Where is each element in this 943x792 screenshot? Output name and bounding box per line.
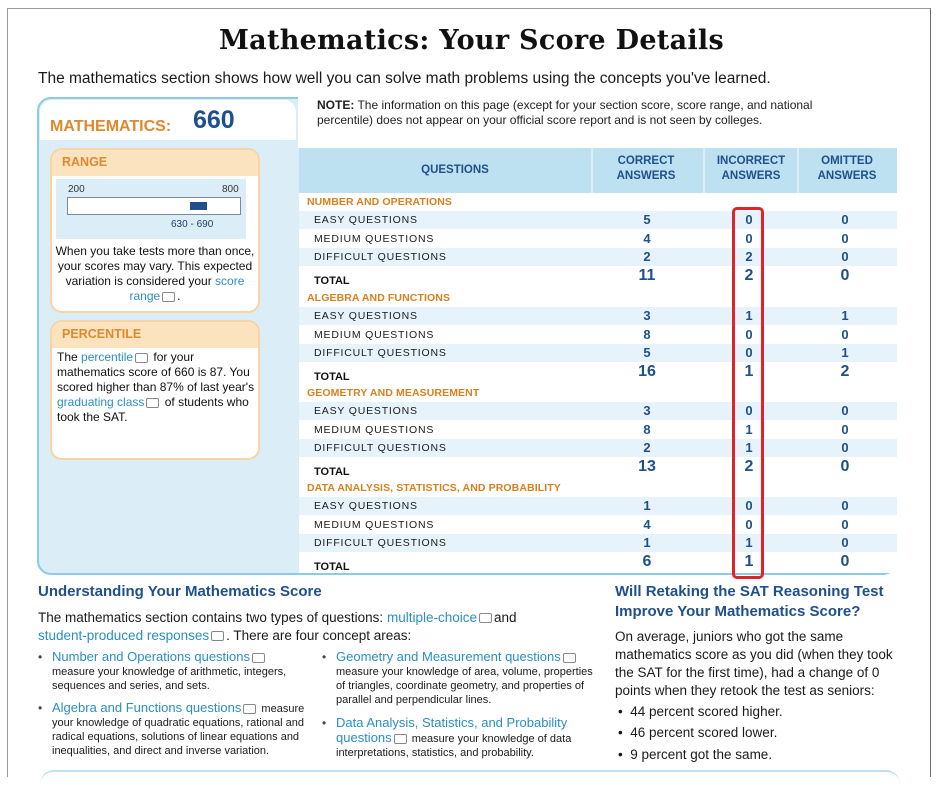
range-min-label: 200: [68, 184, 85, 195]
total-correct-count: 6: [642, 552, 652, 570]
glossary-bubble-icon[interactable]: [252, 653, 265, 663]
glossary-bubble-icon[interactable]: [243, 704, 256, 714]
total-correct-count: 16: [638, 362, 656, 380]
understanding-heading: Understanding Your Mathematics Score: [38, 583, 322, 600]
incorrect-count: 0: [745, 230, 753, 246]
note-label: NOTE:: [317, 98, 355, 112]
percentile-text: [57, 350, 255, 425]
omitted-count: 0: [841, 403, 849, 418]
omitted-count: 0: [841, 326, 849, 342]
total-label: TOTAL: [314, 465, 350, 478]
pct-t2: for your mathematics score of 660 is 87. You scored higher than 87% of last year's: [57, 350, 255, 394]
math-score-value: 660: [193, 106, 235, 134]
range-text-end: .: [177, 289, 181, 303]
omitted-count: 0: [841, 230, 849, 246]
bullet-icon: •: [322, 716, 327, 730]
total-omitted-count: 2: [840, 362, 850, 380]
incorrect-count: 2: [745, 249, 753, 264]
correct-count: 4: [643, 516, 651, 532]
correct-count: 8: [643, 326, 651, 342]
note-text: The information on this page (except for your section score, score range, and national percentile) does not appear on your official score report and is not seen by colleges.: [317, 98, 813, 127]
retake-bullet-text: 46 percent scored lower.: [630, 725, 778, 740]
question-type-label: DIFFICULT QUESTIONS: [314, 442, 447, 454]
data-analysis-link[interactable]: Data Analysis, Statistics, and Probability questions: [336, 715, 568, 745]
retake-bullet: • 9 percent got the same.: [618, 747, 773, 762]
incorrect-count: 1: [745, 421, 753, 437]
glossary-bubble-icon[interactable]: [135, 353, 148, 363]
concept-algebra-functions: [38, 700, 317, 758]
omitted-count: 1: [841, 308, 849, 323]
category-heading: ALGEBRA AND FUNCTIONS: [307, 292, 451, 304]
retake-bullet-text: 44 percent scored higher.: [630, 704, 783, 719]
geometry-measurement-text: measure your knowledge of area, volume, properties of triangles, coordinate geometry, and properties of parallel and perpendicular lines.: [336, 666, 593, 706]
concept-data-analysis: [322, 715, 596, 760]
total-label: TOTAL: [314, 560, 350, 573]
graduating-class-link[interactable]: graduating class: [57, 395, 145, 409]
omitted-count: 1: [841, 345, 849, 360]
retake-text: On average, juniors who got the same mathematics score as you did (when they took the SAT for the first time), had a change of 0 points when they retook the test as seniors:: [615, 629, 893, 698]
incorrect-count: 1: [745, 308, 753, 323]
range-bar-fill: [190, 202, 207, 210]
question-type-label: EASY QUESTIONS: [314, 310, 418, 322]
correct-count: 2: [643, 440, 651, 455]
glossary-bubble-icon[interactable]: [394, 734, 407, 744]
glossary-bubble-icon[interactable]: [162, 292, 175, 302]
student-produced-link[interactable]: student-produced responses: [38, 628, 210, 643]
intro-and: and: [494, 610, 517, 625]
percentile-header: [52, 322, 258, 348]
omitted-count: 0: [841, 516, 849, 532]
incorrect-count: 1: [745, 440, 753, 455]
header-omitted: OMITTED ANSWERS: [817, 155, 877, 182]
correct-count: 2: [643, 249, 651, 264]
glossary-bubble-icon[interactable]: [479, 613, 492, 623]
column-divider: [591, 148, 593, 193]
question-type-label: MEDIUM QUESTIONS: [314, 423, 435, 436]
total-incorrect-count: 1: [744, 552, 754, 570]
bullet-icon: •: [322, 650, 327, 664]
percentile-header-label: PERCENTILE: [62, 327, 142, 341]
incorrect-count: 0: [745, 212, 753, 227]
correct-count: 1: [643, 535, 651, 550]
number-operations-text: measure your knowledge of arithmetic, integers, sequences and series, and sets.: [52, 666, 287, 692]
note: [317, 98, 857, 128]
incorrect-count: 0: [745, 516, 753, 532]
omitted-count: 0: [841, 421, 849, 437]
incorrect-count: 0: [745, 345, 753, 360]
total-incorrect-count: 2: [744, 266, 754, 284]
range-value-label: 630 - 690: [171, 219, 214, 230]
intro-text: The mathematics section contains two types of questions:: [38, 610, 384, 625]
glossary-bubble-icon[interactable]: [146, 398, 159, 408]
retake-bullet: • 46 percent scored lower.: [618, 725, 778, 740]
omitted-count: 0: [841, 498, 849, 513]
retake-heading: Will Retaking the SAT Reasoning Test Improve Your Mathematics Score?: [615, 583, 884, 620]
understanding-intro: [38, 609, 598, 645]
correct-count: 3: [643, 403, 651, 418]
total-correct-count: 13: [638, 457, 656, 475]
question-type-label: MEDIUM QUESTIONS: [314, 232, 435, 245]
correct-count: 3: [643, 308, 651, 323]
category-heading: NUMBER AND OPERATIONS: [307, 196, 453, 208]
range-text: [55, 244, 255, 304]
total-incorrect-count: 2: [744, 457, 754, 475]
question-type-label: EASY QUESTIONS: [314, 214, 418, 226]
total-incorrect-count: 1: [744, 362, 754, 380]
pct-t1: The: [57, 350, 78, 364]
algebra-functions-link[interactable]: Algebra and Functions questions: [52, 700, 242, 715]
total-omitted-count: 0: [840, 552, 850, 570]
omitted-count: 0: [841, 440, 849, 455]
bullet-icon: •: [38, 650, 43, 664]
question-type-label: MEDIUM QUESTIONS: [314, 328, 435, 341]
math-label: MATHEMATICS:: [50, 118, 172, 135]
correct-count: 5: [643, 212, 651, 227]
total-omitted-count: 0: [840, 457, 850, 475]
multiple-choice-link[interactable]: multiple-choice: [386, 610, 477, 625]
incorrect-count: 0: [745, 326, 753, 342]
correct-count: 8: [643, 421, 651, 437]
retake-bullet: • 44 percent scored higher.: [618, 704, 783, 719]
number-operations-link[interactable]: Number and Operations questions: [52, 649, 251, 664]
total-correct-count: 11: [638, 266, 656, 284]
data-analysis-text: measure your knowledge of data interpretations, statistics, and probability.: [336, 733, 572, 759]
geometry-measurement-link[interactable]: Geometry and Measurement questions: [336, 649, 561, 664]
range-text-body: When you take tests more than once, your scores may vary. This expected variation is considered your: [55, 244, 255, 288]
header-correct: CORRECT ANSWERS: [616, 155, 676, 182]
column-divider: [703, 148, 705, 193]
question-type-label: MEDIUM QUESTIONS: [314, 518, 435, 531]
incorrect-count: 0: [745, 403, 753, 418]
total-label: TOTAL: [314, 370, 350, 383]
total-label: TOTAL: [314, 274, 350, 287]
question-type-label: DIFFICULT QUESTIONS: [314, 347, 447, 359]
intro-text-2: . There are four concept areas:: [226, 628, 412, 643]
bullet-icon: •: [38, 701, 43, 715]
category-heading: GEOMETRY AND MEASUREMENT: [307, 387, 480, 399]
percentile-link[interactable]: percentile: [81, 350, 134, 364]
question-type-label: DIFFICULT QUESTIONS: [314, 251, 447, 263]
range-header-label: RANGE: [62, 155, 108, 169]
page-subtitle: The mathematics section shows how well you can solve math problems using the concepts you've learned.: [38, 70, 771, 87]
incorrect-highlight-box: [732, 207, 764, 579]
incorrect-count: 0: [745, 498, 753, 513]
correct-count: 1: [643, 498, 651, 513]
total-omitted-count: 0: [840, 266, 850, 284]
retake-bullet-text: 9 percent got the same.: [630, 747, 773, 762]
glossary-bubble-icon[interactable]: [211, 631, 224, 641]
question-type-label: EASY QUESTIONS: [314, 405, 418, 417]
algebra-functions-text: measure your knowledge of quadratic equations, rational and radical equations, solutions of linear equations and inequalities, and direct and inverse variation.: [52, 703, 305, 757]
correct-count: 4: [643, 230, 651, 246]
range-max-label: 800: [222, 184, 239, 195]
page-title: Mathematics: Your Score Details: [219, 25, 724, 56]
question-type-label: DIFFICULT QUESTIONS: [314, 537, 447, 549]
range-header: [52, 150, 258, 176]
pct-t3: of students who took the SAT.: [57, 395, 249, 424]
omitted-count: 0: [841, 249, 849, 264]
score-range-link[interactable]: score range: [129, 274, 245, 303]
question-type-label: EASY QUESTIONS: [314, 500, 418, 512]
omitted-count: 0: [841, 535, 849, 550]
concept-number-operations: [38, 649, 317, 693]
header-questions: QUESTIONS: [421, 164, 489, 176]
incorrect-count: 1: [745, 535, 753, 550]
column-divider: [797, 148, 799, 193]
header-incorrect: INCORRECT ANSWERS: [716, 155, 786, 182]
glossary-bubble-icon[interactable]: [563, 653, 576, 663]
correct-count: 5: [643, 345, 651, 360]
category-heading: DATA ANALYSIS, STATISTICS, AND PROBABILITY: [307, 482, 561, 494]
concept-geometry-measurement: [322, 649, 596, 707]
range-bar: [67, 197, 241, 215]
omitted-count: 0: [841, 212, 849, 227]
